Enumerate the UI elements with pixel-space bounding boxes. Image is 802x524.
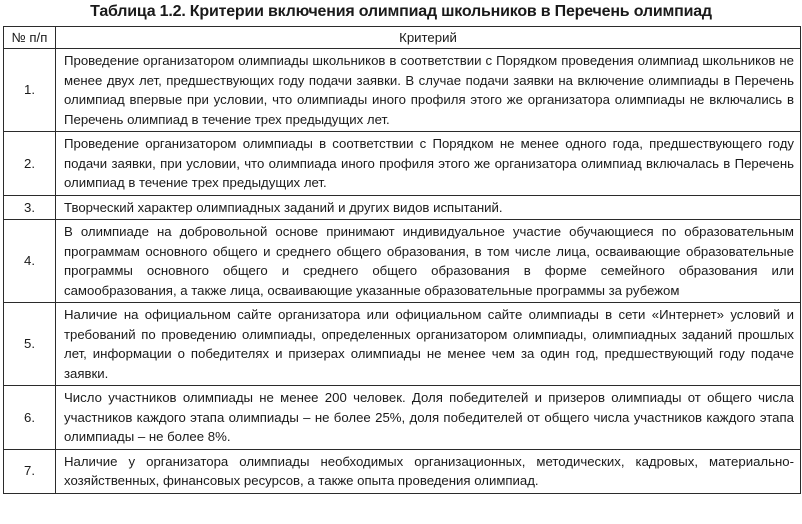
row-criterion: Наличие у организатора олимпиады необходимых организационных, методических, кадровых, материально-хозяйственных, финансовых ресурсов, а также опыта проведения олимпиад. [56,449,801,493]
table-row [4,449,801,493]
row-criterion: Число участников олимпиады не менее 200 человек. Доля победителей и призеров олимпиады от общего числа участников каждого этапа олимпиады – не более 25%, доля победителей от общего числа участников каждого этапа олимпиады – не более 8%. [56,386,801,450]
header-number: № п/п [4,27,56,49]
row-criterion: Наличие на официальном сайте организатора или официальном сайте олимпиады в сети «Интернет» условий и требований по проведению олимпиады, определенных организатором олимпиады, олимпиадных заданий прошлых лет, информации о победителях и призерах олимпиады не менее чем за один год, предшествующий году подаче заявки. [56,303,801,386]
row-number: 5. [4,303,56,386]
table-row [4,220,801,303]
row-number: 4. [4,220,56,303]
table-row [4,303,801,386]
row-number: 7. [4,449,56,493]
row-number: 2. [4,132,56,196]
row-criterion: В олимпиаде на добровольной основе принимают индивидуальное участие обучающиеся по образовательным программам основного общего и среднего общего образования, в том числе лица, осваивающие образовательные программы основного общего и среднего общего образования в форме семейного образования или самообразования, а также лица, осваивающие указанные образовательные программы за рубежом [56,220,801,303]
row-criterion: Проведение организатором олимпиады в соответствии с Порядком не менее одного года, предшествующего году подачи заявки, при условии, что олимпиада иного профиля этого же организатора олимпиад включалась в Перечень олимпиад в течение трех предыдущих лет. [56,132,801,196]
table-row [4,195,801,220]
table-row [4,49,801,132]
row-number: 6. [4,386,56,450]
header-criterion: Критерий [56,27,801,49]
table-row [4,386,801,450]
table-row [4,132,801,196]
row-number: 1. [4,49,56,132]
row-criterion: Творческий характер олимпиадных заданий и других видов испытаний. [56,195,801,220]
criteria-table [3,26,801,494]
table-header-row [4,27,801,49]
table-title: Таблица 1.2. Критерии включения олимпиад школьников в Перечень олимпиад [90,3,712,20]
row-criterion: Проведение организатором олимпиады школьников в соответствии с Порядком проведения олимпиад школьников не менее двух лет, предшествующих году подачи заявки. В случае подачи заявки на включение олимпиады в Перечень олимпиад впервые при условии, что олимпиады иного профиля этого же организатора олимпиады не включались в Перечень олимпиад в течение трех предыдущих лет. [56,49,801,132]
row-number: 3. [4,195,56,220]
